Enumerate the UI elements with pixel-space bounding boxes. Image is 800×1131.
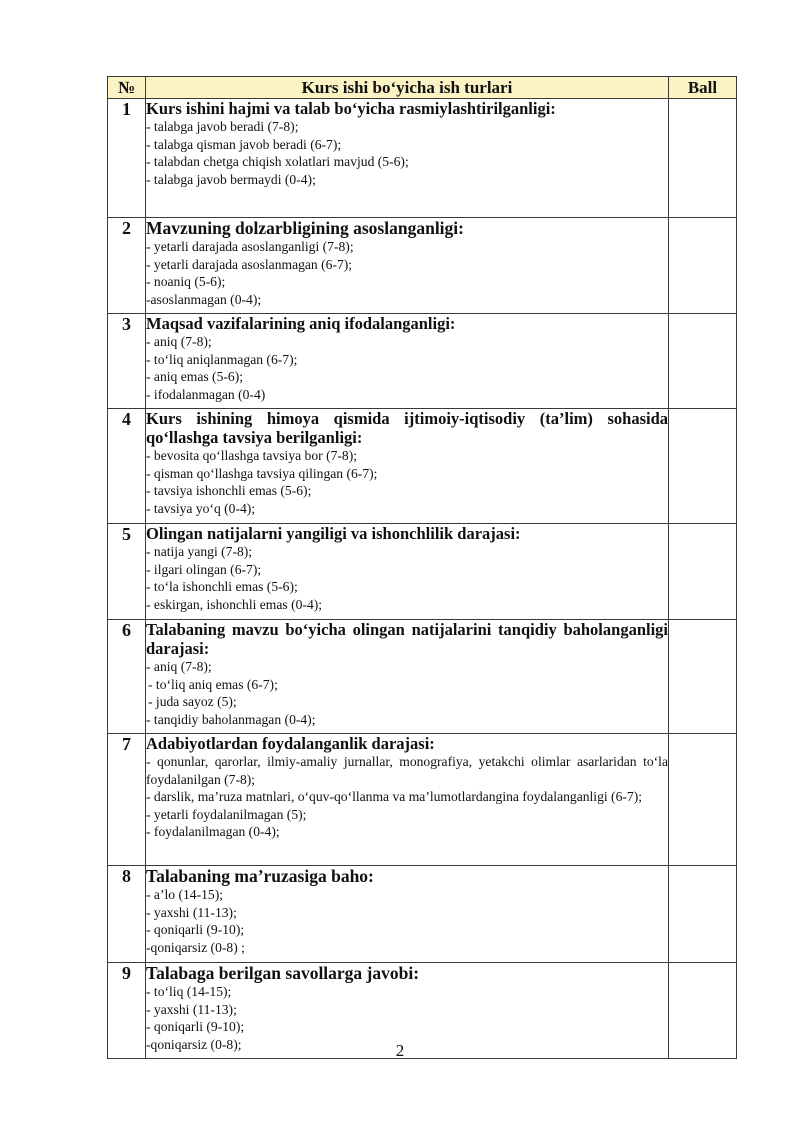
row-number: 3 — [108, 314, 146, 409]
row-number: 4 — [108, 409, 146, 524]
criterion-item: - qonunlar, qarorlar, ilmiy-amaliy jurnallar, monografiya, yetakchi olimlar asarlaridan to‘la foydalanilgan (7-8); — [146, 754, 668, 787]
criterion-item: - aniq (7-8); — [146, 659, 212, 674]
criterion-item: - talabga qisman javob beradi (6-7); — [146, 136, 342, 152]
criterion-item: -qoniqarsiz (0-8) ; — [146, 939, 245, 955]
criterion-title: Mavzuning dolzarbligining asoslanganligi: — [146, 218, 464, 238]
criterion-cell — [146, 734, 669, 866]
criterion-title: Olingan natijalarni yangiligi va ishonchlilik darajasi: — [146, 524, 521, 543]
row-number: 9 — [108, 963, 146, 1059]
criterion-title: Maqsad vazifalarining aniq ifodalanganligi: — [146, 314, 456, 333]
criterion-item: - eskirgan, ishonchli emas (0-4); — [146, 596, 323, 612]
table-row — [108, 734, 737, 866]
criterion-title: Talabaga berilgan savollarga javobi: — [146, 963, 420, 983]
criterion-item: - a’lo (14-15); — [146, 887, 224, 902]
criterion-title: Talabaning ma’ruzasiga baho: — [146, 866, 374, 886]
criterion-item: - yetarli darajada asoslanganligi (7-8); — [146, 239, 354, 254]
criterion-item: - aniq (7-8); — [146, 334, 212, 349]
ball-cell[interactable] — [669, 524, 737, 620]
criterion-item: - to‘la ishonchli emas (5-6); — [146, 579, 298, 595]
ball-cell[interactable] — [669, 866, 737, 963]
page-number: 2 — [395, 1041, 405, 1060]
criterion-item: - yetarli foydalanilmagan (5); — [146, 806, 307, 822]
ball-cell[interactable] — [669, 734, 737, 866]
table-row — [108, 620, 737, 734]
criterion-cell — [146, 409, 669, 524]
ball-cell[interactable] — [669, 218, 737, 314]
row-number: 1 — [108, 99, 146, 218]
criterion-item: - noaniq (5-6); — [146, 274, 226, 290]
table-row — [108, 218, 737, 314]
criterion-item: - tanqidiy baholanmagan (0-4); — [146, 711, 316, 727]
criterion-item: - to‘liq (14-15); — [146, 984, 232, 999]
header-number: № — [108, 77, 146, 99]
criterion-item: - talabga javob bermaydi (0-4); — [146, 171, 316, 187]
ball-cell[interactable] — [669, 620, 737, 734]
criterion-item: - qoniqarli (9-10); — [146, 1019, 245, 1035]
criterion-item: - tavsiya ishonchli emas (5-6); — [146, 483, 312, 499]
row-number: 5 — [108, 524, 146, 620]
ball-cell[interactable] — [669, 314, 737, 409]
table-row — [108, 866, 737, 963]
criterion-item: - yaxshi (11-13); — [146, 1001, 237, 1017]
row-number: 7 — [108, 734, 146, 866]
ball-cell[interactable] — [669, 409, 737, 524]
table-row — [108, 409, 737, 524]
criterion-title: Talabaning mavzu bo‘yicha olingan natijalarini tanqidiy baholanganligi darajasi: — [146, 620, 668, 658]
criterion-cell — [146, 524, 669, 620]
criterion-item: - natija yangi (7-8); — [146, 544, 253, 559]
table-row — [108, 314, 737, 409]
criterion-item: - yetarli darajada asoslanmagan (6-7); — [146, 256, 353, 272]
criterion-item: - ifodalanmagan (0-4) — [146, 386, 266, 402]
criterion-title: Kurs ishini hajmi va talab bo‘yicha rasmiylashtirilganligi: — [146, 99, 556, 118]
criterion-cell — [146, 620, 669, 734]
criterion-item: - tavsiya yo‘q (0-4); — [146, 500, 256, 516]
criterion-cell — [146, 99, 669, 218]
criterion-item: - darslik, ma’ruza matnlari, o‘quv-qo‘llanma va ma’lumotlardangina foydalanganligi (6-7); — [146, 789, 642, 805]
criterion-cell — [146, 314, 669, 409]
criterion-item: - talabdan chetga chiqish xolatlari mavjud (5-6); — [146, 154, 409, 170]
criterion-item: - juda sayoz (5); — [148, 694, 237, 710]
criterion-item: -asoslanmagan (0-4); — [146, 291, 262, 307]
header-ball: Ball — [669, 77, 737, 99]
row-number: 6 — [108, 620, 146, 734]
criterion-cell — [146, 218, 669, 314]
criterion-title: Adabiyotlardan foydalanganlik darajasi: — [146, 734, 435, 753]
criterion-item: -qoniqarsiz (0-8); — [146, 1036, 242, 1052]
criterion-item: - yaxshi (11-13); — [146, 904, 237, 920]
criterion-item: - qoniqarli (9-10); — [146, 922, 245, 938]
criterion-item: - talabga javob beradi (7-8); — [146, 119, 299, 134]
criterion-title: Kurs ishining himoya qismida ijtimoiy-iqtisodiy (ta’lim) sohasida qo‘llashga tavsiya berilganligi: — [146, 409, 668, 447]
table-header-row — [108, 77, 737, 99]
criteria-table — [107, 76, 737, 1059]
ball-cell[interactable] — [669, 99, 737, 218]
criterion-item: - aniq emas (5-6); — [146, 369, 244, 385]
criterion-item: - bevosita qo‘llashga tavsiya bor (7-8); — [146, 448, 358, 463]
row-number: 8 — [108, 866, 146, 963]
table-row — [108, 524, 737, 620]
criterion-item: - ilgari olingan (6-7); — [146, 561, 262, 577]
criterion-item: - foydalanilmagan (0-4); — [146, 824, 280, 840]
header-work-types: Kurs ishi bo‘yicha ish turlari — [146, 77, 669, 99]
row-number: 2 — [108, 218, 146, 314]
criterion-cell — [146, 866, 669, 963]
criterion-item: - to‘liq aniq emas (6-7); — [148, 676, 278, 692]
criterion-item: - to‘liq aniqlanmagan (6-7); — [146, 351, 298, 367]
criterion-item: - qisman qo‘llashga tavsiya qilingan (6-7); — [146, 465, 378, 481]
table-row — [108, 99, 737, 218]
